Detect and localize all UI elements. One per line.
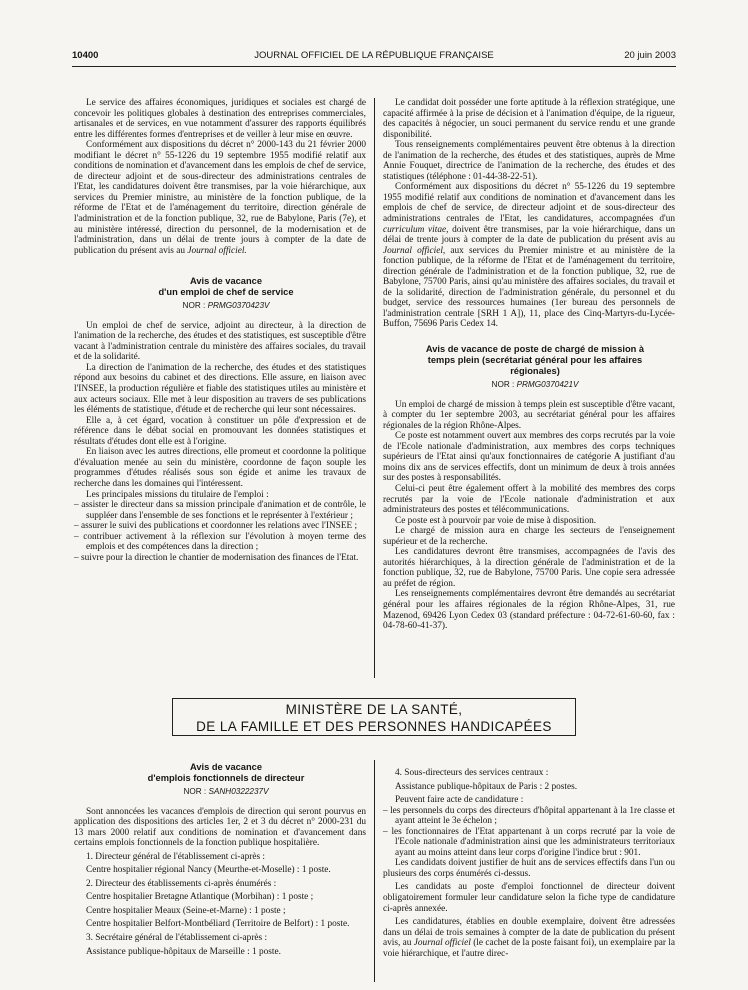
page-header	[72, 50, 676, 64]
list-line: Peuvent faire acte de candidature :	[395, 795, 524, 806]
paragraph: Conformément aux dispositions du décret n° 2000-143 du 21 février 2000 modifiant le décret n° 55-1226 du 19 septembre 1955 modifié relatif aux conditions de nomination et d'avancement dans les emplois de chef de service, de directeur adjoint et de sous-directeur des administrations centrales de l'Etat, les candidatures doivent être transmises, par la voie hiérarchique, aux services du Premier ministre, au ministère de la fonction publique, de la réforme de l'Etat et de l'aménagement du territoire, direction générale de l'administration et de la fonction publique, 32, rue de Babylone, Paris (7e), et au ministère intéressé, direction du personnel, de la modernisation et de l'administration, dans un délai de trente jours à compter de la date de publication du présent avis au Journal officiel.	[74, 140, 366, 256]
issue-date: 20 juin 2003	[624, 50, 676, 61]
list-line: Centre hospitalier régional Nancy (Meurthe-et-Moselle) : 1 poste.	[86, 865, 331, 876]
paragraph: Le candidat doit posséder une forte aptitude à la réflexion stratégique, une capacité affirmée à la prise de décision et à l'animation d'équipe, de la rigueur, des capacités à négocier, un souci permanent du service rendu et une grande disponibilité.	[383, 98, 675, 140]
notice-title: d'un emploi de chef de service	[158, 287, 294, 298]
list-line: Assistance publique-hôpitaux de Marseille : 1 poste.	[86, 946, 281, 957]
list-item: – assister le directeur dans sa mission principale d'animation et de contrôle, le suppléer dans l'ensemble de ses fonctions et le représenter à l'extérieur ;	[74, 500, 366, 521]
paragraph: Elle a, à cet égard, vocation à constituer un pôle d'expression et de référence dans le débat social en promouvant les données statistiques et résultats d'études dont elle est à l'origine.	[74, 415, 366, 447]
paragraph: Les principales missions du titulaire de l'emploi :	[86, 489, 269, 500]
list-item: – les personnels du corps des directeurs d'hôpital appartenant à la 1re classe et ayant atteint le 3e échelon ;	[383, 805, 675, 827]
list-item: – les fonctionnaires de l'Etat appartenant à un corps recruté par la voie de l'Ecole nationale d'administration ainsi que les administrateurs territoriaux ayant au moins atteint dans leur corps d'origine l'indice brut : 901.	[383, 826, 675, 858]
list-line: 1. Directeur général de l'établissement ci-après :	[86, 851, 266, 862]
right-column	[383, 98, 675, 632]
paragraph: Les candidatures, établies en double exemplaire, doivent être adressées dans un délai de trois semaines à compter de la date de publication du présent avis, au Journal officiel (le cachet de la poste faisant foi), un exemplaire par la voie hiérarchique, et l'autre direc-	[383, 917, 675, 959]
ministry-heading-box	[172, 698, 576, 736]
list-line: Centre hospitalier Meaux (Seine-et-Marne) : 1 poste ;	[86, 905, 286, 916]
list-line: 2. Directeur des établissements ci-après énumérés :	[86, 878, 277, 889]
page-number: 10400	[72, 50, 99, 61]
notice-title: Avis de vacance de poste de chargé de mission à	[425, 344, 645, 355]
notice-title: d'emplois fonctionnels de directeur	[147, 773, 305, 783]
bottom-right-column	[383, 765, 675, 959]
list-line: 4. Sous-directeurs des services centraux :	[395, 768, 549, 778]
notice-title: régionales)	[510, 366, 560, 377]
nor-reference: NOR : PRMG0370421V	[491, 380, 579, 390]
ministry-heading-line: MINISTÈRE DE LA SANTÉ,	[285, 702, 463, 717]
paragraph: Un emploi de chargé de mission à temps plein est susceptible d'être vacant, à compter du 1er septembre 2003, au secrétariat général pour les affaires régionales de la région Rhône-Alpes.	[383, 399, 675, 431]
column-divider-top	[374, 98, 375, 678]
journal-title: JOURNAL OFFICIEL DE LA RÉPUBLIQUE FRANÇAISE	[254, 50, 494, 61]
left-column	[74, 98, 366, 563]
notice-title: Avis de vacance	[189, 276, 262, 287]
notice-title: Avis de vacance	[189, 762, 262, 772]
paragraph: Sont annoncées les vacances d'emplois de direction qui seront pourvus en application des dispositions des articles 1er, 2 et 3 du décret n° 2000-231 du 13 mars 2000 relatif aux conditions de nomination et d'avancement dans certains emplois fonctionnels de la fonction publique hospitalière.	[74, 806, 366, 849]
notice-title: temps plein (secrétariat général pour les affaires	[427, 355, 643, 366]
list-line: 3. Secrétaire général de l'établissement ci-après :	[86, 933, 268, 944]
nor-reference: NOR : PRMG0370423V	[182, 301, 270, 311]
paragraph: Un emploi de chef de service, adjoint au directeur, à la direction de l'animation de la recherche, des études et des statistiques, est susceptible d'être vacant à l'administration centrale du ministère des affaires sociales, du travail et de la solidarité.	[74, 320, 366, 363]
bottom-left-column	[74, 762, 366, 957]
paragraph: Les candidats au poste d'emploi fonctionnel de directeur doivent obligatoirement formuler leur candidature selon la fiche type de candidature ci-après annexée.	[383, 882, 675, 914]
paragraph: Les candidats doivent justifier de huit ans de services effectifs dans l'un ou plusieurs des corps énumérés ci-dessus.	[383, 858, 675, 879]
column-divider-bottom	[374, 760, 375, 982]
nor-reference: NOR : SANH0322237V	[183, 787, 269, 796]
paragraph: En liaison avec les autres directions, elle promeut et coordonne la politique d'évaluation menée au sein du ministère, coordonne de façon souple les programmes d'études réalisés sous son égide et anime les travaux de recherche dans les domaines qui l'intéressent.	[74, 447, 366, 489]
paragraph: Conformément aux dispositions du décret n° 55-1226 du 19 septembre 1955 modifié relatif aux conditions de nomination et d'avancement dans les emplois de chef de service, de directeur adjoint et de sous-directeur des administrations centrales de l'Etat, les candidatures, accompagnées d'un curriculum vitae, doivent être transmises, par la voie hiérarchique, dans un délai de trente jours à compter de la date de publication du présent avis au Journal officiel, aux services du Premier ministre et au ministère de la fonction publique, de la réforme de l'Etat et de l'aménagement du territoire, direction générale de l'administration et de la fonction publique, 32, rue de Babylone, 75700 Paris, ainsi qu'au ministère des affaires sociales, du travail et de la solidarité, direction de l'administration générale, du personnel et du budget, service des ressources humaines (1er bureau des personnels de l'administration centrale [SRH 1 A]), 11, place des Cinq-Martyrs-du-Lycée-Buffon, 75696 Paris Cedex 14.	[383, 182, 676, 330]
list-item: – contribuer activement à la réflexion sur l'évolution à moyen terme des emplois et des compétences dans la direction ;	[74, 531, 366, 553]
list-line: Centre hospitalier Belfort-Montbéliard (Territoire de Belfort) : 1 poste.	[86, 919, 350, 930]
paragraph: Tous renseignements complémentaires peuvent être obtenus à la direction de l'animation de la recherche, des études et des statistiques, auprès de Mme Annie Fouquet, directrice de l'animation de la recherche, des études et des statistiques (téléphone : 01-44-38-22-51).	[383, 140, 675, 182]
header-rule	[72, 66, 676, 67]
paragraph: Ce poste est à pourvoir par voie de mise à disposition.	[395, 515, 597, 526]
paragraph: Ce poste est notamment ouvert aux membres des corps recrutés par la voie de l'Ecole nationale d'administration, aux membres des corps techniques supérieurs de l'Etat ainsi qu'aux fonctionnaires de catégorie A justifiant d'au moins dix ans de services effectifs, dont un minimum de deux à trois années sur des postes à responsabilités.	[383, 431, 675, 484]
paragraph: Le chargé de mission aura en charge les secteurs de l'enseignement supérieur et de la recherche.	[383, 526, 675, 547]
ministry-heading-line: DE LA FAMILLE ET DES PERSONNES HANDICAPÉES	[196, 719, 552, 734]
paragraph: La direction de l'animation de la recherche, des études et des statistiques répond aux besoins du cabinet et des directions. Elle assure, en liaison avec l'INSEE, la production régulière et fiable des statistiques utiles au ministère et aux acteurs sociaux. Elle met à leur disposition au travers de ses publications les éléments de statistique, d'étude et de recherche qui leur sont nécessaires.	[74, 362, 366, 416]
paragraph: Celui-ci peut être également offert à la mobilité des membres des corps recrutés par la voie de l'Ecole nationale d'administration et aux administrateurs des postes et télécommunications.	[383, 483, 675, 516]
list-item: – assurer le suivi des publications et coordonner les relations avec l'INSEE ;	[74, 521, 358, 532]
list-line: Assistance publique-hôpitaux de Paris : 2 postes.	[395, 781, 578, 792]
list-line: Centre hospitalier Bretagne Atlantique (Morbihan) : 1 poste ;	[86, 892, 314, 903]
list-item: – suivre pour la direction le chantier de modernisation des finances de l'Etat.	[74, 552, 359, 563]
paragraph: Le service des affaires économiques, juridiques et sociales est chargé de concevoir les politiques globales à destination des entreprises commerciales, artisanales et de services, en vue notamment d'assurer des rapports équilibrés entre les différentes formes d'entreprises et de veiller à leur mise en œuvre.	[74, 98, 366, 140]
paragraph: Les renseignements complémentaires devront être demandés au secrétariat général pour les affaires régionales de la région Rhône-Alpes, 31, rue Mazenod, 69426 Lyon Cedex 03 (standard préfecture : 04-72-61-60-60, fax : 04-78-60-41-37).	[383, 589, 675, 632]
paragraph: Les candidatures devront être transmises, accompagnées de l'avis des autorités hiérarchiques, à la direction générale de l'administration et de la fonction publique, 32, rue de Babylone, 75700 Paris. Une copie sera adressée au préfet de région.	[383, 547, 675, 589]
